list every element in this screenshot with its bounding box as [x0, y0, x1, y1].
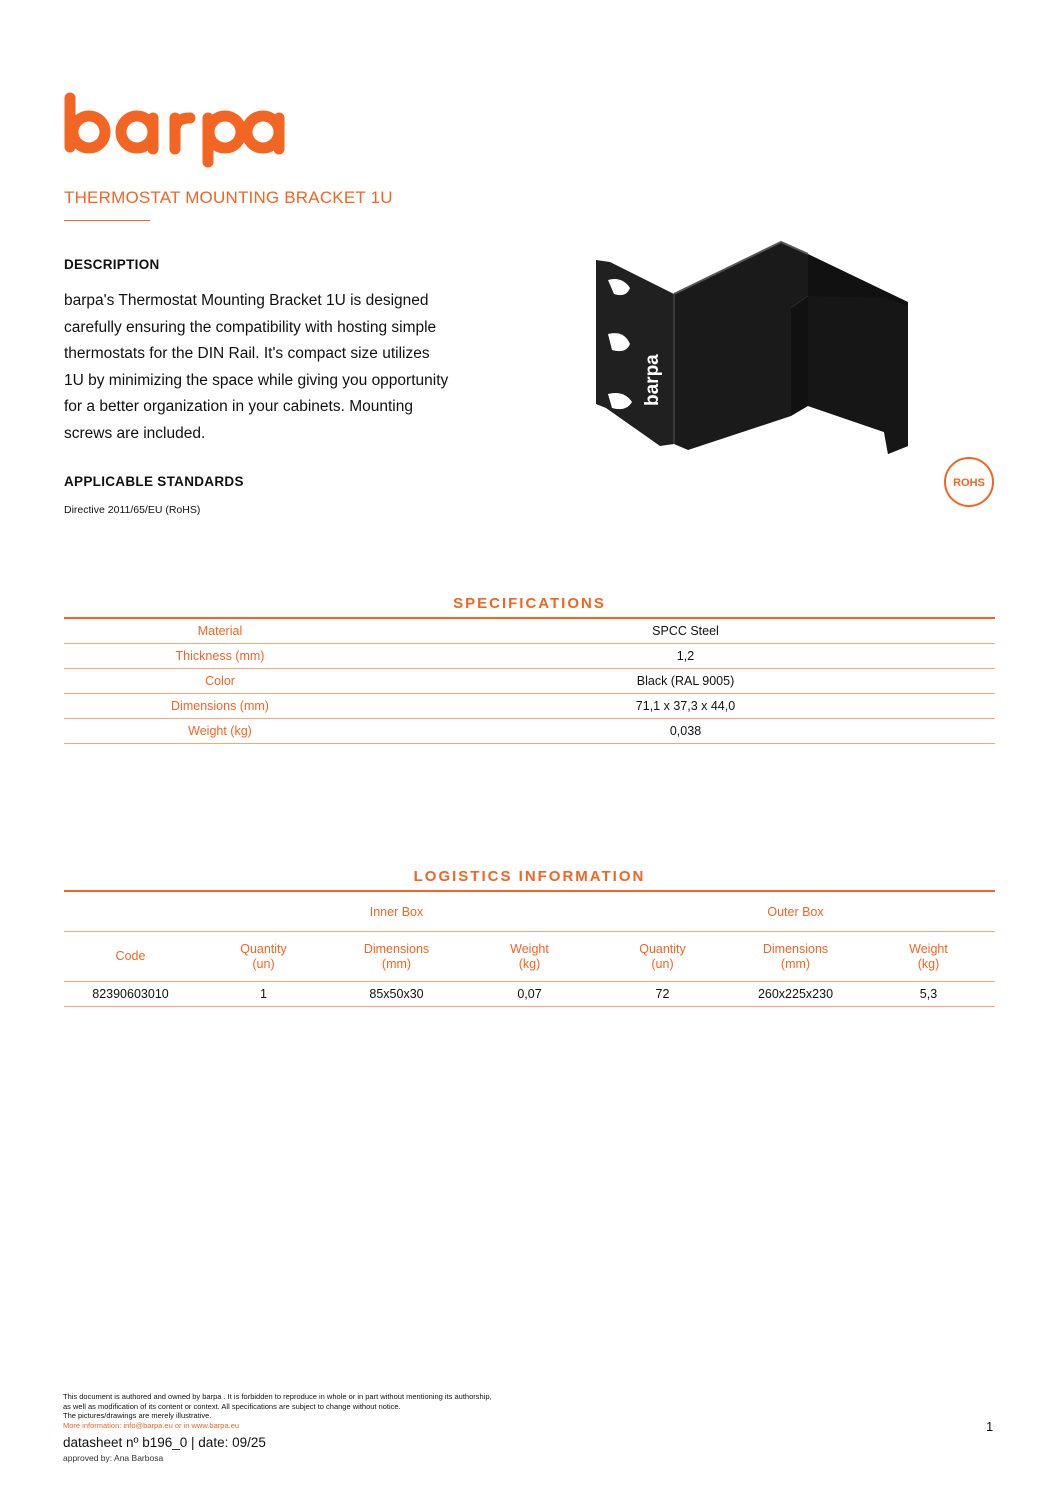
- datasheet-info: datasheet nº b196_0 | date: 09/25: [63, 1435, 266, 1450]
- legal-line: This document is authored and owned by barpa . It is forbidden to reproduce in whole or in part without mentioning its authorship,: [63, 1392, 492, 1401]
- inner-qty-cell: 1: [197, 982, 330, 1007]
- spec-label: Dimensions (mm): [64, 694, 376, 719]
- standards-text: Directive 2011/65/EU (RoHS): [64, 504, 201, 516]
- spec-label: Color: [64, 669, 376, 694]
- logistics-header-row: [64, 932, 995, 982]
- legal-line: as well as modification of its content or context. All specifications are subject to change without notice.: [63, 1401, 401, 1411]
- description-line: 1U by minimizing the space while giving you opportunity: [64, 371, 449, 389]
- outer-wt-cell: 5,3: [862, 982, 995, 1007]
- inner-box-header: Inner Box: [197, 892, 596, 932]
- product-label: barpa: [642, 354, 663, 406]
- spec-value: 0,038: [376, 719, 995, 744]
- specifications-title: SPECIFICATIONS: [453, 595, 606, 612]
- outer-qty-cell: 72: [596, 982, 729, 1007]
- logistics-table: [64, 892, 995, 1007]
- code-header: Code: [64, 932, 197, 982]
- inner-dim-header: Dimensions (mm): [330, 932, 463, 982]
- inner-wt-header: Weight (kg): [463, 932, 596, 982]
- code-cell: 82390603010: [64, 982, 197, 1007]
- description-line: screws are included.: [64, 424, 206, 442]
- description-line: thermostats for the DIN Rail. It's compact size utilizes: [64, 345, 430, 363]
- spec-label: Material: [64, 619, 376, 644]
- table-row: [64, 719, 995, 744]
- table-row: [64, 982, 995, 1007]
- spec-value: 1,2: [376, 644, 995, 669]
- description-body: [64, 288, 504, 448]
- logistics-group-row: [64, 892, 995, 932]
- standards-heading: APPLICABLE STANDARDS: [64, 474, 244, 489]
- rohs-badge-label: ROHS: [953, 477, 985, 489]
- inner-qty-header: Quantity (un): [197, 932, 330, 982]
- spec-value: SPCC Steel: [376, 619, 995, 644]
- product-title: THERMOSTAT MOUNTING BRACKET 1U: [64, 188, 393, 207]
- legal-line: The pictures/drawings are merely illustrative.: [63, 1411, 212, 1421]
- more-info-link[interactable]: More information: info@barpa.eu or in www.barpa.eu: [63, 1420, 240, 1430]
- page-number: 1: [986, 1419, 994, 1434]
- barpa-logo: [62, 92, 288, 168]
- empty-cell: [64, 892, 197, 932]
- rohs-badge-icon: [943, 456, 995, 508]
- outer-dim-cell: 260x225x230: [729, 982, 862, 1007]
- outer-wt-header: Weight (kg): [862, 932, 995, 982]
- logistics-title: LOGISTICS INFORMATION: [413, 868, 646, 885]
- table-row: [64, 694, 995, 719]
- table-row: [64, 619, 995, 644]
- outer-box-header: Outer Box: [596, 892, 995, 932]
- product-image: [586, 236, 916, 458]
- description-line: barpa's Thermostat Mounting Bracket 1U is designed: [64, 292, 429, 309]
- inner-dim-cell: 85x50x30: [330, 982, 463, 1007]
- title-underline: [64, 220, 150, 221]
- description-line: for a better organization in your cabinets. Mounting: [64, 398, 413, 416]
- spec-label: Weight (kg): [64, 719, 376, 744]
- description-heading: DESCRIPTION: [64, 257, 160, 272]
- table-row: [64, 644, 995, 669]
- specifications-table: [64, 619, 995, 744]
- spec-label: Thickness (mm): [64, 644, 376, 669]
- description-line: carefully ensuring the compatibility with hosting simple: [64, 318, 437, 336]
- approved-by: approved by: Ana Barbosa: [63, 1453, 164, 1463]
- outer-dim-header: Dimensions (mm): [729, 932, 862, 982]
- inner-wt-cell: 0,07: [463, 982, 596, 1007]
- table-row: [64, 669, 995, 694]
- legal-notice: [63, 1392, 492, 1430]
- outer-qty-header: Quantity (un): [596, 932, 729, 982]
- spec-value: Black (RAL 9005): [376, 669, 995, 694]
- spec-value: 71,1 x 37,3 x 44,0: [376, 694, 995, 719]
